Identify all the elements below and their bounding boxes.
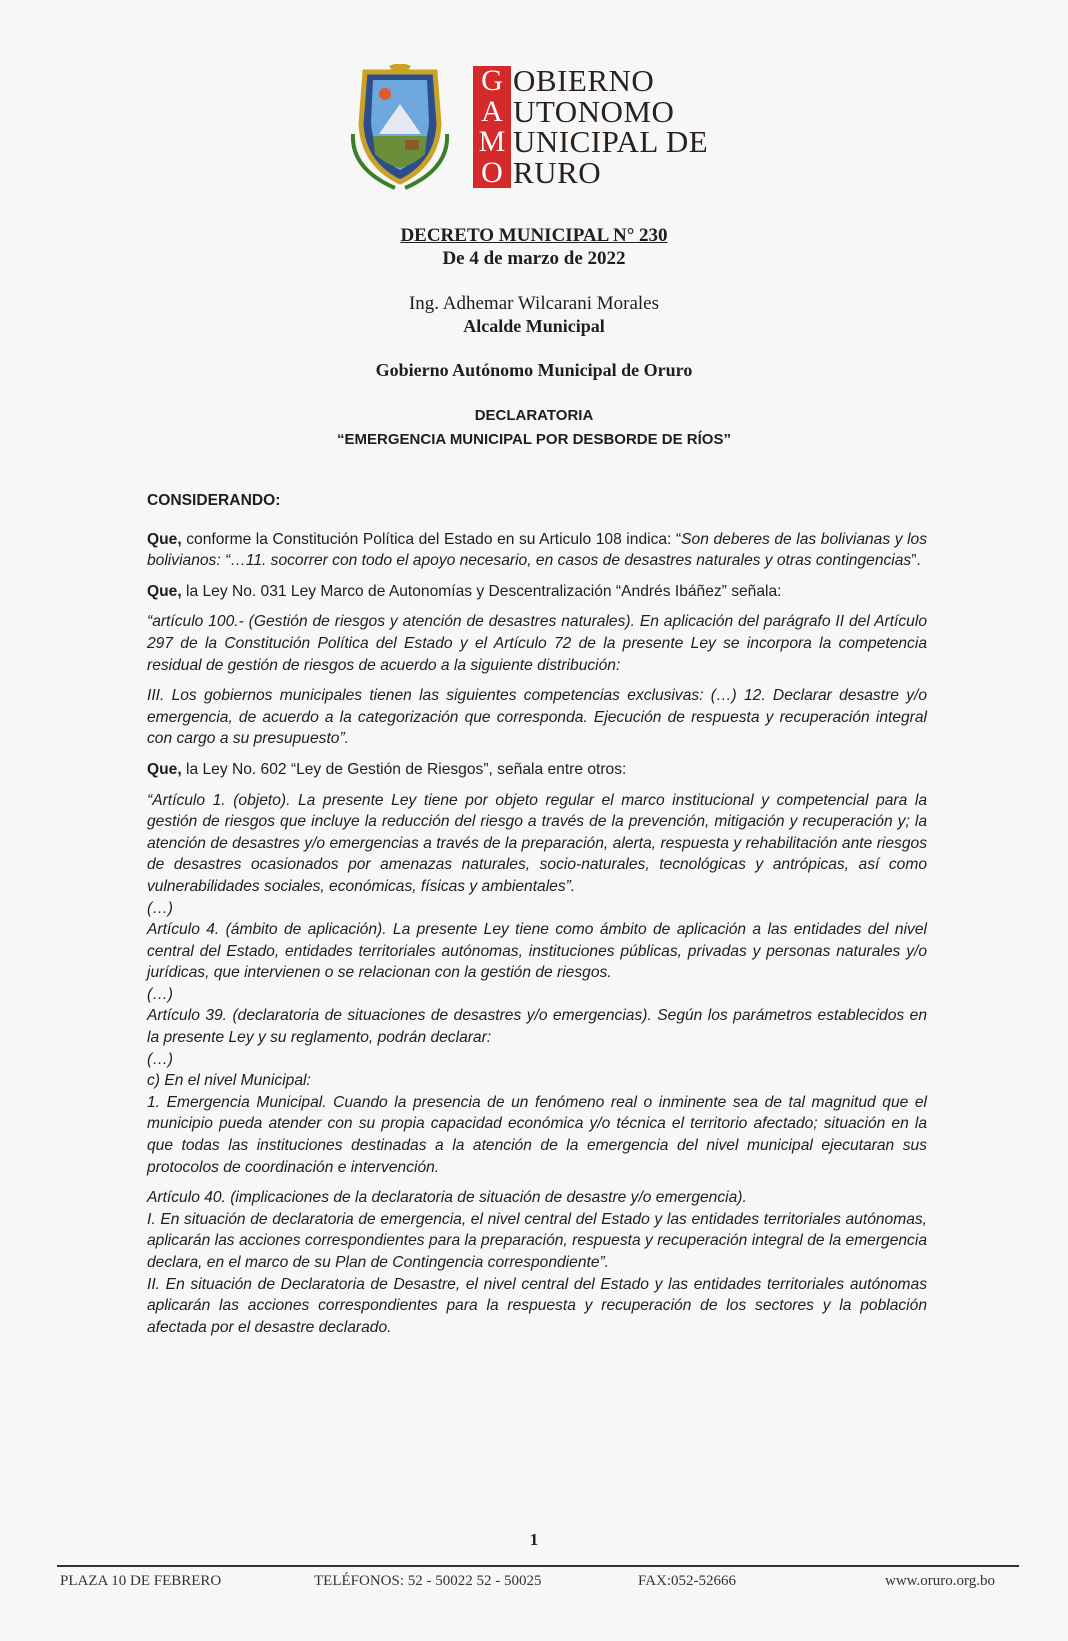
article-40: Artículo 40. (implicaciones de la declaratoria de situación de desastre y/o emergencia). [147,1189,747,1207]
que-label: Que, [147,760,182,778]
logo-acronym [473,66,511,188]
logo-letter: O [481,155,503,189]
decree-date: De 4 de marzo de 2022 [442,248,626,269]
mayor-title: Alcalde Municipal [463,316,605,336]
logo-word: UNICIPAL DE [513,124,709,159]
paragraph-ley-602 [147,759,927,781]
footer-divider [57,1565,1019,1567]
declaration-title: “EMERGENCIA MUNICIPAL POR DESBORDE DE RÍOS” [337,431,731,448]
article-40-i: I. En situación de declaratoria de emergencia, el nivel central del Estado y las entidades territoriales autónomas, aplicarán las acciones correspondientes para la preparación, respuesta y recuperación integral de la emergencia declara, en el marco de su Plan de Contingencia correspondiente”. [147,1210,927,1271]
footer-phones: TELÉFONOS: 52 - 50022 52 - 50025 [314,1573,542,1589]
que-label: Que, [147,582,182,600]
logo-word: UTONOMO [513,93,675,129]
footer-address: PLAZA 10 DE FEBRERO [60,1573,222,1589]
logo-word: OBIERNO [513,63,655,98]
coat-of-arms-icon [345,64,455,194]
ellipsis: (…) [147,899,173,917]
ellipsis: (…) [147,985,173,1003]
que-label: Que, [147,530,182,548]
logo-word: RURO [513,154,602,190]
considerando-heading: CONSIDERANDO: [147,492,281,509]
paragraph-constitution [147,529,927,572]
government-name: Gobierno Autónomo Municipal de Oruro [375,360,693,380]
paragraph-text: conforme la Constitución Política del Estado en su Articulo 108 indica: “ [181,530,682,548]
footer-fax: FAX:052-52666 [638,1573,737,1589]
logo-letter: A [481,94,503,128]
article-4: Artículo 4. (ámbito de aplicación). La presente Ley tiene como ámbito de aplicación a las entidades del nivel central del Estado, entidades territoriales autónomas, instituciones públicas, privadas y personas naturales y/o jurídicas, que intervienen o se relacionan con la gestión de riesgos. [147,921,927,982]
article-39: Artículo 39. (declaratoria de situaciones de desastres y/o emergencias). Según los parámetros establecidos en la presente Ley y su reglamento, podrán declarar: [147,1007,927,1047]
paragraph-article-100: “artículo 100.- (Gestión de riesgos y atención de desastres naturales). En aplicación del parágrafo II del Artículo 297 de la Constitución Política del Estado y el Artículo 72 de la presente Ley se incorpora la competencia residual de gestión de riesgos de acuerdo a la siguiente distribución: [147,613,927,674]
municipal-logo [345,64,735,194]
paragraph-text: la Ley No. 602 “Ley de Gestión de Riesgos”, señala entre otros: [181,760,627,778]
article-40-ii: II. En situación de Declaratoria de Desastre, el nivel central del Estado y las entidades territoriales autónomas aplicarán las acciones correspondientes para la respuesta y recuperación de los sectores y la población afectada por el desastre declarado. [147,1275,927,1336]
paragraph-quote: Son deberes de las bolivianas y los bolivianos: “…11. socorrer con todo el apoyo necesario, en casos de desastres naturales y otras contingencias [147,530,928,570]
footer-website[interactable]: www.oruro.org.bo [885,1573,995,1589]
article-39-emergency: 1. Emergencia Municipal. Cuando la presencia de un fenómeno real o inminente sea de tal magnitud que el municipio pueda atender con su propia capacidad económica y/o técnica el territorio afectado; situación en la que todas las instituciones destinadas a la atención de la emergencia del nivel municipal ejecutaran sus protocolos de coordinación e intervención. [147,1093,927,1176]
page-number: 1 [529,1530,539,1549]
decree-body [147,490,927,1338]
article-1: “Artículo 1. (objeto). La presente Ley tiene por objeto regular el marco institucional y competencial para la gestión de riesgos que incluye la reducción del riesgo a través de la prevención, mitigación y recuperación y; la atención de desastres y/o emergencias a través de la preparación, alerta, respuesta y rehabilitación ante riesgos de desastres ocasionados por amenazas naturales, socio-naturales, tecnológicas y antrópicas, así como vulnerabilidades sociales, económicas, físicas y ambientales”. [147,791,927,895]
logo-wordmark [513,63,753,190]
logo-letter: G [481,64,503,97]
paragraph-text: ”. [911,552,921,570]
paragraph-competencias: III. Los gobiernos municipales tienen las siguientes competencias exclusivas: (…) 12. Declarar desastre y/o emergencia, de acuerdo a la categorización que corresponda. Ejecución de respuesta y recuperación integral con cargo a su presupuesto”. [147,687,927,748]
paragraph-ley-031 [147,581,927,603]
ellipsis: (…) [147,1050,173,1068]
paragraph-text: la Ley No. 031 Ley Marco de Autonomías y Descentralización “Andrés Ibáñez” señala: [181,582,782,600]
law-602-quote [147,790,927,1339]
logo-letter: M [478,125,506,158]
declaration-heading: DECLARATORIA [474,407,594,424]
decree-number: DECRETO MUNICIPAL N° 230 [400,225,668,246]
mayor-name: Ing. Adhemar Wilcarani Morales [408,293,660,314]
article-39-municipal: c) En el nivel Municipal: [147,1072,311,1090]
